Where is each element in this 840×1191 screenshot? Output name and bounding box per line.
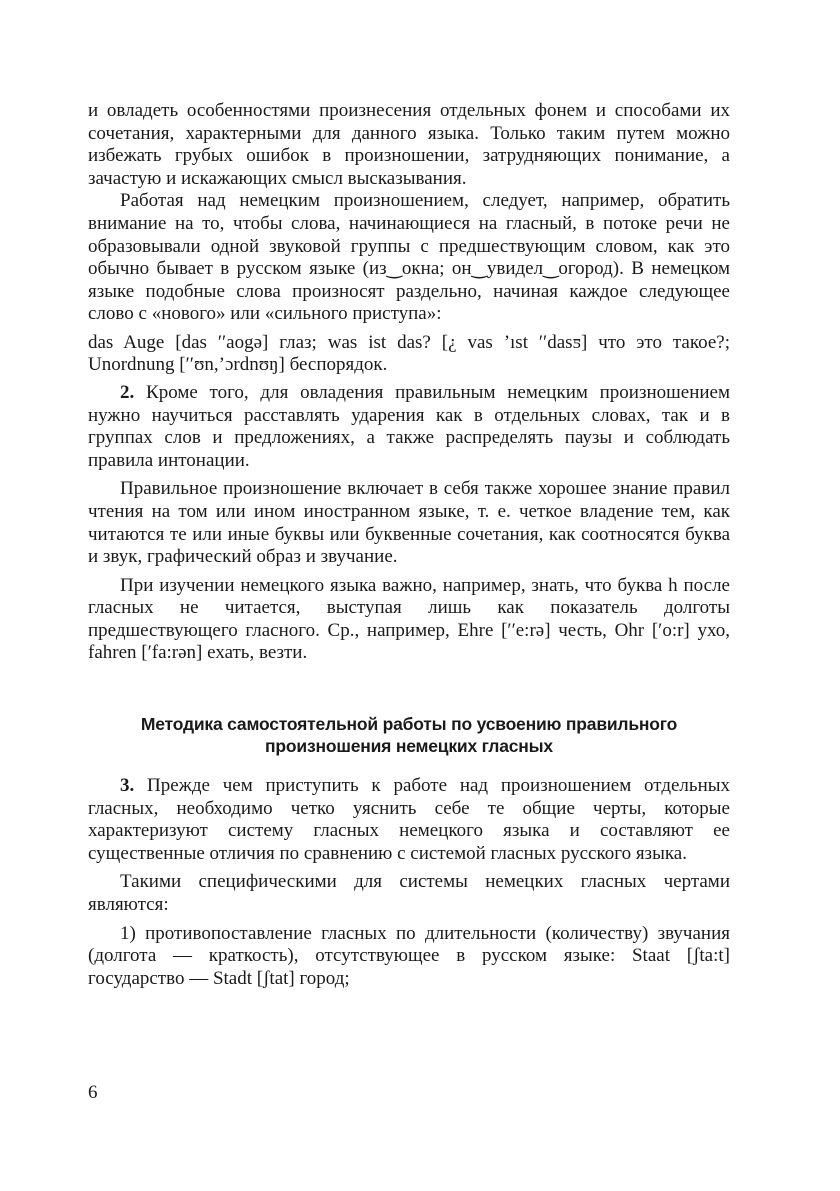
paragraph-8: 1) противопоставление гласных по длительности (количеству) звучания (долгота — краткость), отсутствующее в русском языке: Staat [ʃta:t] государство — Stadt [ʃtat] город; [88,922,730,989]
paragraph-3-number: 2. [120,381,135,403]
page-body [88,100,730,990]
section-heading: Методика самостоятельной работы по усвоению правильного произношения немецких гласных [140,714,678,757]
paragraph-3 [88,382,730,472]
paragraph-6 [88,775,730,865]
paragraph-1: и овладеть особенностями произнесения отдельных фонем и способами их сочетания, характерными для данного языка. Только таким путем можно избежать грубых ошибок в произношении, затрудняющих понимание, а зачастую и искажающих смысл высказывания. [88,100,730,189]
paragraph-2: Работая над немецким произношением, следует, например, обратить внимание на то, чтобы слова, начинающиеся на гласный, в потоке речи не образовывали одной звуковой группы с предшествующим словом, как это обычно бывает в русском языке (из‿окна; он‿увидел‿огород). В немецком языке подобные слова произносят раздельно, начиная каждое следующее слово с «нового» или «сильного приступа»: [88,190,730,325]
paragraph-6-number: 3. [120,775,135,797]
page-number: 6 [88,1082,98,1103]
paragraph-2-examples: das Auge [das ′′aogə] глаз; was ist das? [¿ vas ’ıst ′′dasƽ] что это такое?; Unordnung [′′ʊn,’ɔrdnʊŋ] беспорядок. [88,331,730,375]
paragraph-3-text: Кроме того, для овладения правильным немецким произношением нужно научиться расставлять ударения как в отдельных словах, так и в группах слов и предложениях, а также распределять паузы и соблюдать правила интонации. [88,381,731,471]
paragraph-5: При изучении немецкого языка важно, например, знать, что буква h после гласных не читается, выступая лишь как показатель долготы предшествующего гласного. Ср., например, Ehre [′′e:rə] честь, Ohr [′o:r] ухо, fahren [′fa:rən] ехать, везти. [88,574,730,664]
paragraph-6-text: Прежде чем приступить к работе над произношением отдельных гласных, необходимо четко уяснить себе те общие черты, которые характеризуют систему гласных немецкого языка и составляют ее существенные отличия по сравнению с системой гласных русского языка. [88,775,731,864]
paragraph-7: Такими специфическими для системы немецких гласных чертами являются: [88,871,730,916]
paragraph-4: Правильное произношение включает в себя также хорошее знание правил чтения на том или ином иностранном языке, т. е. четкое владение тем, как читаются те или иные буквы или буквенные сочетания, как соотносятся буква и звук, графический образ и звучание. [88,478,730,568]
